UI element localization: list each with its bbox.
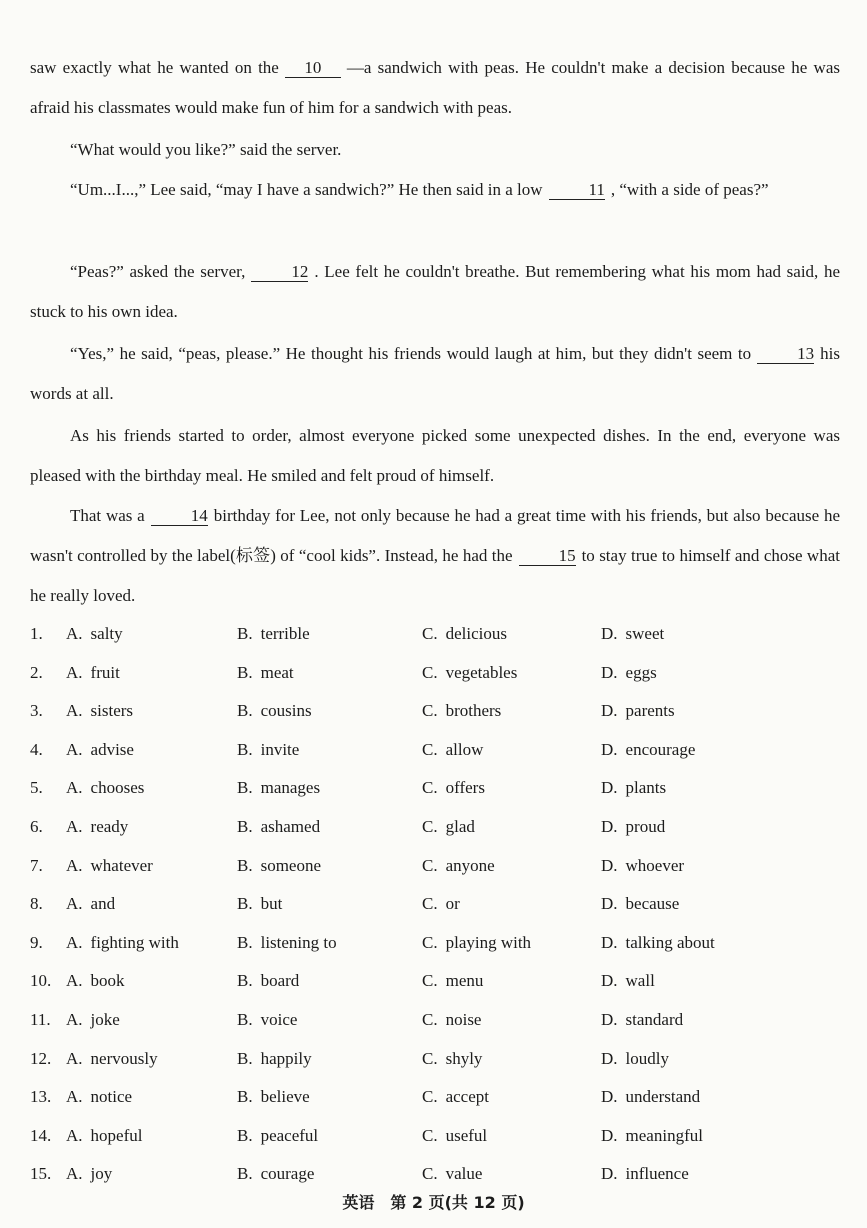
option-c <box>422 663 517 683</box>
passage-paragraph-5 <box>30 334 840 414</box>
option-letter: B. <box>237 1087 253 1107</box>
option-letter: A. <box>66 971 83 991</box>
option-c <box>422 740 483 760</box>
option-c <box>422 933 531 953</box>
option-letter: D. <box>601 1125 618 1145</box>
option-letter: C. <box>422 932 438 952</box>
option-d <box>601 624 664 644</box>
option-a <box>66 971 125 991</box>
option-letter: B. <box>237 971 253 991</box>
blank-10: 10 <box>285 59 341 78</box>
option-text: ashamed <box>260 816 321 836</box>
option-c <box>422 1164 482 1184</box>
option-text: joke <box>90 1009 120 1029</box>
option-a <box>66 778 144 798</box>
option-text: standard <box>625 1009 684 1029</box>
option-letter: C. <box>422 1009 438 1029</box>
option-text: proud <box>625 816 666 836</box>
option-d <box>601 1126 703 1146</box>
option-d <box>601 933 715 953</box>
question-number: 3. <box>30 701 43 721</box>
option-a <box>66 1164 112 1184</box>
passage-text: birthday for Lee, not only because he had a great time with his friends, but also because he wasn't controlled by the label(标签) of “cool kids”. Instead, he had the <box>30 506 840 565</box>
passage-text: “Yes,” he said, “peas, please.” He thought his friends would laugh at him, but they didn't seem to <box>70 344 752 363</box>
option-b <box>237 778 320 798</box>
option-letter: D. <box>601 816 618 836</box>
option-a <box>66 1087 132 1107</box>
option-text: wall <box>625 971 655 991</box>
option-text: invite <box>260 739 300 759</box>
option-letter: B. <box>237 932 253 952</box>
option-d <box>601 817 665 837</box>
option-row <box>30 888 850 927</box>
option-text: happily <box>260 1048 312 1068</box>
option-a <box>66 1049 158 1069</box>
option-b <box>237 971 299 991</box>
option-letter: C. <box>422 1164 438 1184</box>
option-c <box>422 1126 487 1146</box>
option-d <box>601 1010 683 1030</box>
option-b <box>237 1126 318 1146</box>
option-a <box>66 894 115 914</box>
option-text: noise <box>445 1009 482 1029</box>
option-text: salty <box>90 624 123 643</box>
option-text: accept <box>445 1087 489 1107</box>
option-letter: D. <box>601 971 618 991</box>
option-letter: D. <box>601 855 618 875</box>
option-b <box>237 817 320 837</box>
option-text: allow <box>445 739 484 759</box>
option-letter: C. <box>422 894 438 914</box>
option-letter: D. <box>601 701 618 721</box>
option-d <box>601 1049 669 1069</box>
option-c <box>422 624 507 644</box>
option-letter: C. <box>422 971 438 991</box>
option-a <box>66 1010 120 1030</box>
passage-text: . Lee felt he couldn't breathe. But remembering what his mom had said, he stuck to his own idea. <box>30 262 841 321</box>
passage-text: —a sandwich with peas. He couldn't make a decision because he was afraid his classmates would make fun of him for a sandwich with peas. <box>30 58 840 117</box>
option-text: vegetables <box>445 662 518 682</box>
blank-13: 13 <box>757 345 814 364</box>
option-letter: B. <box>237 778 253 798</box>
option-c <box>422 701 501 721</box>
option-d <box>601 856 684 876</box>
option-letter: A. <box>66 662 83 682</box>
option-text: delicious <box>445 624 507 643</box>
passage-text: saw exactly what he wanted on the <box>30 58 279 77</box>
option-row <box>30 734 850 773</box>
option-c <box>422 971 483 991</box>
option-b <box>237 663 294 683</box>
passage-paragraph-6: As his friends started to order, almost everyone picked some unexpected dishes. In the end, everyone was pleased with the birthday meal. He smiled and felt proud of himself. <box>30 426 840 485</box>
option-text: fruit <box>90 662 120 682</box>
option-b <box>237 1010 297 1030</box>
option-c <box>422 1087 489 1107</box>
option-row <box>30 1043 850 1082</box>
option-d <box>601 1164 689 1184</box>
question-number: 15. <box>30 1164 52 1184</box>
option-letter: D. <box>601 1009 618 1029</box>
option-text: whatever <box>90 855 153 875</box>
option-d <box>601 894 679 914</box>
option-text: voice <box>260 1009 298 1029</box>
option-letter: B. <box>237 855 253 875</box>
option-text: loudly <box>625 1048 669 1068</box>
question-number: 8. <box>30 894 43 914</box>
option-letter: D. <box>601 894 618 914</box>
option-text: influence <box>625 1164 689 1184</box>
question-number: 6. <box>30 816 43 836</box>
option-letter: D. <box>601 662 618 682</box>
option-letter: A. <box>66 855 83 875</box>
option-row <box>30 772 850 811</box>
option-text: eggs <box>625 662 657 682</box>
option-a <box>66 933 179 953</box>
option-text: notice <box>90 1087 133 1107</box>
option-text: ready <box>90 816 129 836</box>
option-b <box>237 701 312 721</box>
question-number: 10. <box>30 971 52 991</box>
option-b <box>237 624 310 644</box>
blank-11: 11 <box>549 181 605 200</box>
option-b <box>237 740 299 760</box>
page-footer: 英语 第 2 页(共 12 页) <box>342 1193 525 1212</box>
option-letter: D. <box>601 932 618 952</box>
option-letter: D. <box>601 778 618 798</box>
option-text: believe <box>260 1087 310 1107</box>
option-letter: B. <box>237 1009 253 1029</box>
passage-text: his words at all. <box>30 344 840 403</box>
option-row <box>30 695 850 734</box>
option-text: peaceful <box>260 1125 319 1145</box>
question-number: 5. <box>30 778 43 798</box>
option-letter: A. <box>66 1087 83 1107</box>
option-text: fighting with <box>90 932 179 952</box>
option-text: book <box>90 971 125 991</box>
option-c <box>422 894 460 914</box>
option-letter: C. <box>422 778 438 798</box>
blank-15: 15 <box>519 547 576 566</box>
option-row <box>30 1004 850 1043</box>
option-c <box>422 1010 481 1030</box>
option-letter: C. <box>422 739 438 759</box>
passage-text: , “with a side of peas?” <box>610 180 769 199</box>
option-row <box>30 811 850 850</box>
option-letter: B. <box>237 624 253 643</box>
option-text: glad <box>445 816 475 836</box>
option-row <box>30 657 850 696</box>
option-b <box>237 856 321 876</box>
option-text: whoever <box>625 855 685 875</box>
option-d <box>601 778 666 798</box>
option-letter: C. <box>422 1048 438 1068</box>
option-row <box>30 965 850 1004</box>
option-letter: A. <box>66 701 83 721</box>
option-letter: A. <box>66 894 83 914</box>
question-number: 13. <box>30 1087 52 1107</box>
option-c <box>422 1049 482 1069</box>
option-text: playing with <box>445 932 532 952</box>
option-text: brothers <box>445 701 502 721</box>
option-text: or <box>445 894 460 914</box>
option-letter: A. <box>66 1048 83 1068</box>
option-letter: A. <box>66 1009 83 1029</box>
option-text: chooses <box>90 778 145 798</box>
option-b <box>237 1164 314 1184</box>
option-text: terrible <box>260 624 310 643</box>
option-a <box>66 817 128 837</box>
option-a <box>66 624 123 644</box>
option-text: meaningful <box>625 1125 703 1145</box>
option-text: cousins <box>260 701 312 721</box>
option-row <box>30 1120 850 1159</box>
option-row <box>30 1081 850 1120</box>
option-text: joy <box>90 1164 113 1184</box>
option-text: shyly <box>445 1048 483 1068</box>
option-text: board <box>260 971 300 991</box>
option-text: courage <box>260 1164 315 1184</box>
option-text: advise <box>90 739 134 759</box>
option-c <box>422 778 485 798</box>
question-number: 9. <box>30 932 43 952</box>
option-d <box>601 701 675 721</box>
option-text: meat <box>260 662 294 682</box>
passage-text: to stay true to himself and chose what he really loved. <box>30 546 840 605</box>
option-c <box>422 856 495 876</box>
passage-text: “Um...I...,” Lee said, “may I have a sandwich?” He then said in a low <box>70 180 543 199</box>
passage-paragraph-3 <box>30 170 840 210</box>
option-text: but <box>260 894 283 914</box>
option-row <box>30 850 850 889</box>
question-number: 1. <box>30 624 43 643</box>
option-row <box>30 618 850 657</box>
option-text: listening to <box>260 932 337 952</box>
option-text: sisters <box>90 701 134 721</box>
option-text: because <box>625 894 680 914</box>
option-letter: C. <box>422 624 438 643</box>
option-text: menu <box>445 971 484 991</box>
option-letter: D. <box>601 624 618 643</box>
option-row <box>30 927 850 966</box>
option-letter: A. <box>66 1125 83 1145</box>
question-number: 4. <box>30 739 43 759</box>
option-letter: B. <box>237 701 253 721</box>
question-number: 11. <box>30 1009 51 1029</box>
option-b <box>237 1087 310 1107</box>
option-letter: B. <box>237 1164 253 1184</box>
option-d <box>601 1087 700 1107</box>
option-letter: D. <box>601 1048 618 1068</box>
option-letter: D. <box>601 739 618 759</box>
question-number: 12. <box>30 1048 52 1068</box>
passage-paragraph-7 <box>30 496 840 616</box>
passage-paragraph-4 <box>30 252 840 332</box>
option-text: anyone <box>445 855 495 875</box>
option-text: sweet <box>625 624 665 643</box>
answer-options <box>30 618 850 1197</box>
passage-text: That was a <box>70 506 145 525</box>
option-letter: C. <box>422 816 438 836</box>
option-text: nervously <box>90 1048 158 1068</box>
option-text: parents <box>625 701 675 721</box>
option-letter: D. <box>601 1164 618 1184</box>
option-letter: A. <box>66 932 83 952</box>
option-letter: B. <box>237 662 253 682</box>
question-number: 14. <box>30 1125 52 1145</box>
option-text: and <box>90 894 116 914</box>
question-number: 2. <box>30 662 43 682</box>
option-d <box>601 740 695 760</box>
passage-paragraph-2: “What would you like?” said the server. <box>70 140 342 159</box>
option-b <box>237 933 337 953</box>
option-text: understand <box>625 1087 701 1107</box>
blank-14: 14 <box>151 507 208 526</box>
option-text: value <box>445 1164 483 1184</box>
option-letter: C. <box>422 701 438 721</box>
option-text: manages <box>260 778 321 798</box>
option-a <box>66 701 133 721</box>
option-text: talking about <box>625 932 715 952</box>
option-letter: B. <box>237 1048 253 1068</box>
option-b <box>237 894 282 914</box>
option-text: someone <box>260 855 322 875</box>
option-letter: A. <box>66 739 83 759</box>
option-letter: B. <box>237 894 253 914</box>
option-text: encourage <box>625 739 696 759</box>
option-letter: A. <box>66 816 83 836</box>
option-text: useful <box>445 1125 488 1145</box>
option-letter: B. <box>237 739 253 759</box>
option-letter: B. <box>237 1125 253 1145</box>
option-d <box>601 663 657 683</box>
question-number: 7. <box>30 855 43 875</box>
option-letter: A. <box>66 778 83 798</box>
blank-12: 12 <box>251 263 308 282</box>
option-letter: A. <box>66 624 83 643</box>
option-a <box>66 663 120 683</box>
option-letter: B. <box>237 816 253 836</box>
option-letter: C. <box>422 855 438 875</box>
option-a <box>66 740 134 760</box>
option-letter: D. <box>601 1087 618 1107</box>
option-text: hopeful <box>90 1125 143 1145</box>
option-a <box>66 1126 142 1146</box>
passage-paragraph-1 <box>30 48 840 128</box>
option-c <box>422 817 475 837</box>
option-a <box>66 856 153 876</box>
option-letter: C. <box>422 1125 438 1145</box>
passage-text: “Peas?” asked the server, <box>70 262 246 281</box>
option-d <box>601 971 655 991</box>
option-text: plants <box>625 778 667 798</box>
option-letter: C. <box>422 1087 438 1107</box>
option-letter: C. <box>422 662 438 682</box>
option-letter: A. <box>66 1164 83 1184</box>
option-text: offers <box>445 778 485 798</box>
option-b <box>237 1049 312 1069</box>
